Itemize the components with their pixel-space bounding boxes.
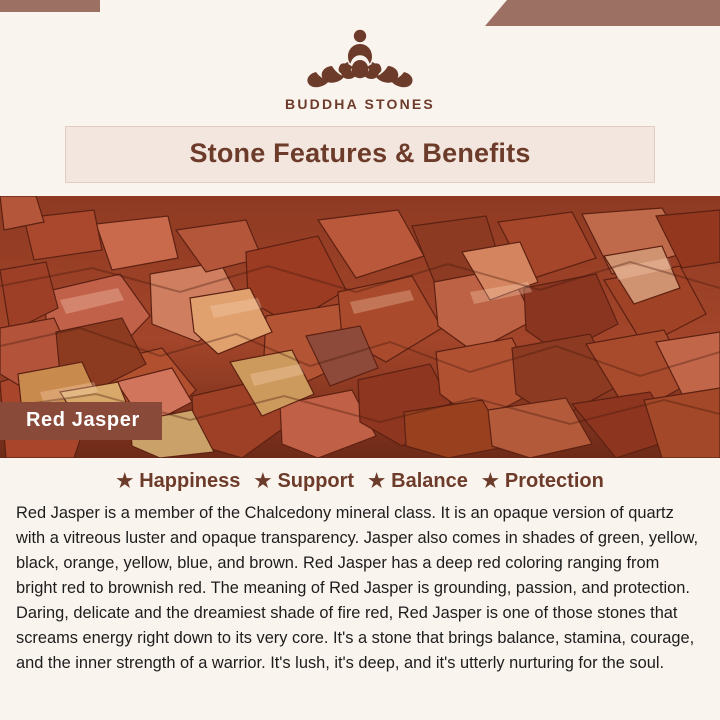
benefit-item-support: [254, 470, 354, 493]
section-title-banner: [65, 126, 655, 183]
star-icon: ★: [481, 471, 499, 492]
benefits-row: [0, 470, 720, 493]
lotus-meditation-icon: [285, 22, 435, 90]
hero-image: [0, 196, 720, 458]
benefit-item-balance: [368, 470, 468, 493]
star-icon: ★: [368, 471, 386, 492]
stone-name-caption: Red Jasper: [0, 402, 162, 440]
star-icon: ★: [116, 471, 134, 492]
benefit-item-protection: [482, 470, 604, 493]
benefit-label: Support: [277, 470, 355, 492]
brand-header: [0, 0, 720, 112]
brand-name: BUDDHA STONES: [285, 96, 435, 112]
star-icon: ★: [254, 471, 272, 492]
benefit-label: Balance: [391, 470, 468, 492]
benefit-item-happiness: [116, 470, 240, 493]
benefit-label: Protection: [504, 470, 604, 492]
stone-description: Red Jasper is a member of the Chalcedony mineral class. It is an opaque version of quartz with a vitreous luster and opaque transparency. Jasper also comes in shades of green, yellow, black, orange, yellow, blue, and brown. Red Jasper has a deep red coloring ranging from bright red to brownish red. The meaning of Red Jasper is grounding, passion, and protection. Daring, delicate and the dreamiest shade of fire red, Red Jasper is one of those stones that screams energy right down to its very core. It's a stone that brings balance, stamina, courage, and the inner strength of a warrior. It's lush, it's deep, and it's utterly nurturing for the soul.: [16, 504, 699, 672]
benefit-label: Happiness: [139, 470, 241, 492]
page-title: Stone Features & Benefits: [189, 138, 531, 168]
